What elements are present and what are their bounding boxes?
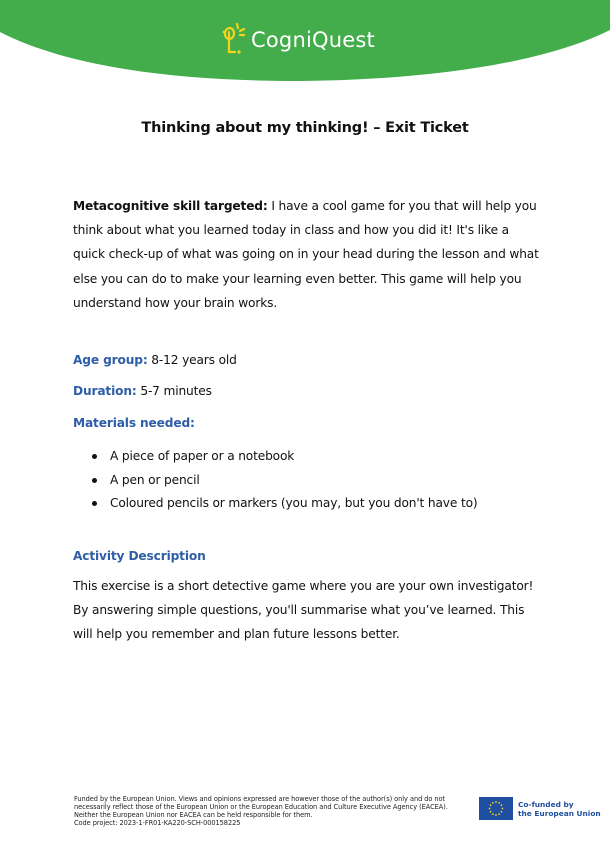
materials-heading bbox=[73, 416, 195, 430]
disclaimer-line: Funded by the European Union. Views and opinions expressed are however those of the author(s) only and do not bbox=[74, 795, 446, 803]
bullet-icon bbox=[92, 454, 97, 459]
material-item: Coloured pencils or markers (you may, but you don't have to) bbox=[110, 496, 478, 510]
duration-line bbox=[73, 384, 212, 398]
eu-flag-icon bbox=[479, 797, 513, 820]
list-item bbox=[92, 493, 477, 517]
eu-badge-label bbox=[518, 800, 601, 818]
materials-label: Materials needed: bbox=[73, 416, 195, 430]
duration-label: Duration: bbox=[73, 384, 137, 398]
bullet-icon bbox=[92, 478, 97, 483]
funding-disclaimer bbox=[74, 795, 474, 827]
activity-heading: Activity Description bbox=[73, 549, 206, 563]
age-group-line bbox=[73, 353, 237, 367]
eu-badge-line: Co-funded by bbox=[518, 799, 574, 809]
eu-badge-line: the European Union bbox=[518, 808, 601, 818]
duration-value: 5-7 minutes bbox=[136, 384, 212, 398]
eu-cofunded-badge bbox=[479, 797, 601, 820]
lightbulb-person-icon bbox=[220, 22, 248, 58]
materials-list bbox=[92, 446, 477, 517]
brand-name: CogniQuest bbox=[251, 27, 375, 52]
list-item bbox=[92, 470, 477, 494]
skill-paragraph bbox=[73, 194, 543, 315]
project-code: Code project: 2023-1-FR01-KA220-SCH-000158225 bbox=[74, 819, 241, 827]
activity-paragraph: This exercise is a short detective game where you are your own investigator! By answering simple questions, you'll summarise what you’ve learned. This will help you remember and plan future lessons better. bbox=[73, 579, 534, 642]
skill-text: I have a cool game for you that will help you think about what you learned today in class and how you did it! It's like a quick check-up of what was going on in your head during the lesson and what else you can do to make your learning even better. This game will help you understand how your brain works. bbox=[73, 199, 539, 310]
material-item: A piece of paper or a notebook bbox=[110, 449, 295, 463]
list-item bbox=[92, 446, 477, 470]
material-item: A pen or pencil bbox=[110, 472, 200, 487]
brand-logo bbox=[220, 20, 375, 60]
disclaimer-line: necessarily reflect those of the European Union or the European Education and Culture Executive Agency (EACEA). bbox=[74, 803, 448, 811]
page-title: Thinking about my thinking! – Exit Ticket bbox=[141, 120, 469, 136]
disclaimer-line: Neither the European Union nor EACEA can be held responsible for them. bbox=[74, 811, 313, 819]
skill-label: Metacognitive skill targeted: bbox=[73, 199, 268, 213]
age-group-label: Age group: bbox=[73, 353, 148, 367]
bullet-icon bbox=[92, 501, 97, 506]
age-group-value: 8-12 years old bbox=[147, 353, 237, 367]
